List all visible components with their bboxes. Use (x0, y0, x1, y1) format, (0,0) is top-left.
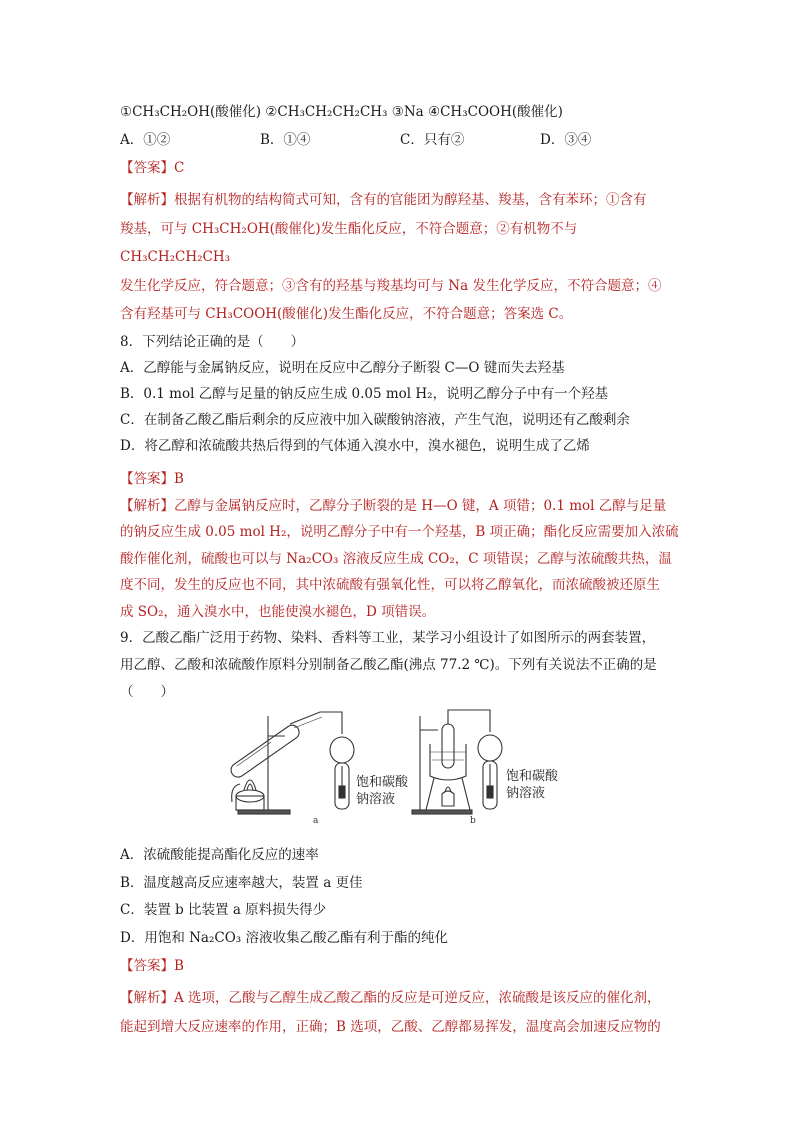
explanation-line: 羧基，可与 CH₃CH₂OH(酸催化)发生酯化反应，不符合题意；②有机物不与 CH₃CH₂CH₂CH₃ (120, 220, 578, 265)
q8-option-c: C．在制备乙酸乙酯后剩余的反应液中加入碳酸钠溶液，产生气泡，说明还有乙酸剩余 (120, 411, 630, 428)
q9-option-d: D．用饱和 Na₂CO₃ 溶液收集乙酸乙酯有利于酯的纯化 (120, 929, 448, 946)
q9-option-b: B．温度越高反应速率越大，装置 a 更佳 (120, 874, 363, 891)
document-page (120, 98, 680, 1042)
explanation-line: 能起到增大反应速率的作用，正确；B 选项，乙酸、乙醇都易挥发，温度高会加速反应物的 (120, 1019, 661, 1035)
explanation-line: 度不同，发生的反应也不同，其中浓硫酸有强氧化性，可以将乙醇氧化，而浓硫酸被还原生 (120, 577, 660, 593)
answer-value: B (174, 958, 184, 974)
caption-b: b (470, 816, 476, 826)
q9-answer (120, 952, 680, 980)
q9-option-c: C．装置 b 比装置 a 原料损失得少 (120, 902, 327, 918)
explanation-line: 【解析】根据有机物的结构简式可知，含有的官能团为醇羟基、羧基，含有苯环；①含有 (120, 192, 647, 208)
explanation-line: 含有羟基可与 CH₃COOH(酸催化)发生酯化反应，不符合题意；答案选 C。 (120, 306, 573, 322)
label-a: 饱和碳酸 钠溶液 (356, 775, 409, 807)
explanation-tag: 【解析】 (120, 192, 174, 208)
q9-stem-line: 9．乙酸乙酯广泛用于药物、染料、香料等工业，某学习小组设计了如图所示的两套装置， (120, 630, 656, 646)
q8-option-a: A．乙醇能与金属钠反应，说明在反应中乙醇分子断裂 C—O 键而失去羟基 (120, 359, 565, 376)
explanation-line: 发生化学反应，符合题意；③含有的羟基与羧基均可与 Na 发生化学反应，不符合题意；④ (120, 277, 662, 294)
answer-tag: 【答案】 (120, 958, 174, 974)
caption-a: a (313, 816, 319, 826)
explanation-tag: 【解析】 (120, 497, 174, 514)
explanation-line: 成 SO₂，通入溴水中，也能使溴水褪色，D 项错误。 (120, 603, 436, 620)
answer-tag: 【答案】 (120, 160, 174, 176)
q9-explanation (120, 984, 680, 1042)
q8-explanation (120, 493, 680, 626)
explanation-line: 【解析】A 选项，乙酸与乙醇生成乙酸乙酯的反应是可逆反应，浓硫酸是该反应的催化剂， (120, 990, 661, 1006)
q9-stem-line: 用乙醇、乙酸和浓硫酸作原料分别制备乙酸乙酯(沸点 77.2 ℃)。下列有关说法不正确的是 (120, 657, 657, 673)
explanation-line: 酸作催化剂，硫酸也可以与 Na₂CO₃ 溶液反应生成 CO₂，C 项错误；乙醇与浓硫酸共热，温 (120, 550, 672, 567)
q8-stem: 8．下列结论正确的是（ ） (120, 333, 305, 350)
q7-explanation (120, 186, 680, 329)
q7-option-b: B．①④ (260, 132, 311, 148)
q7-option-a: A．①② (120, 132, 171, 148)
q7-options (120, 126, 680, 154)
q7-answer (120, 154, 680, 182)
answer-value: B (174, 470, 184, 487)
apparatus-figure (120, 706, 680, 842)
q7-option-c: C．只有② (400, 132, 465, 148)
explanation-tag: 【解析】 (120, 990, 174, 1006)
q7-option-d: D．③④ (540, 132, 592, 148)
q8-options (120, 355, 680, 459)
q7-items: ①CH₃CH₂OH(酸催化) ②CH₃CH₂CH₂CH₃ ③Na ④CH₃COOH(酸催化) (120, 104, 563, 120)
q9-stem-line: （ ） (120, 684, 174, 700)
explanation-line: 【解析】乙醇与金属钠反应时，乙醇分子断裂的是 H—O 键，A 项错；0.1 mol 乙醇与足量 (120, 497, 667, 514)
q9-options (120, 842, 680, 952)
q9-stem (120, 625, 680, 706)
label-b: 饱和碳酸 钠溶液 (506, 769, 559, 801)
answer-value: C (174, 160, 185, 176)
apparatus-a (228, 712, 354, 814)
answer-tag: 【答案】 (120, 470, 174, 487)
apparatus-b (412, 710, 502, 814)
q8-option-d: D．将乙醇和浓硫酸共热后得到的气体通入溴水中，溴水褪色，说明生成了乙烯 (120, 437, 590, 454)
q9-option-a: A．浓硫酸能提高酯化反应的速率 (120, 847, 319, 863)
explanation-line: 的钠反应生成 0.05 mol H₂，说明乙醇分子中有一个羟基，B 项正确；酯化反应需要加入浓硫 (120, 524, 679, 540)
q8-answer (120, 465, 680, 493)
q8-option-b: B．0.1 mol 乙醇与足量的钠反应生成 0.05 mol H₂，说明乙醇分子中有一个羟基 (120, 385, 609, 402)
